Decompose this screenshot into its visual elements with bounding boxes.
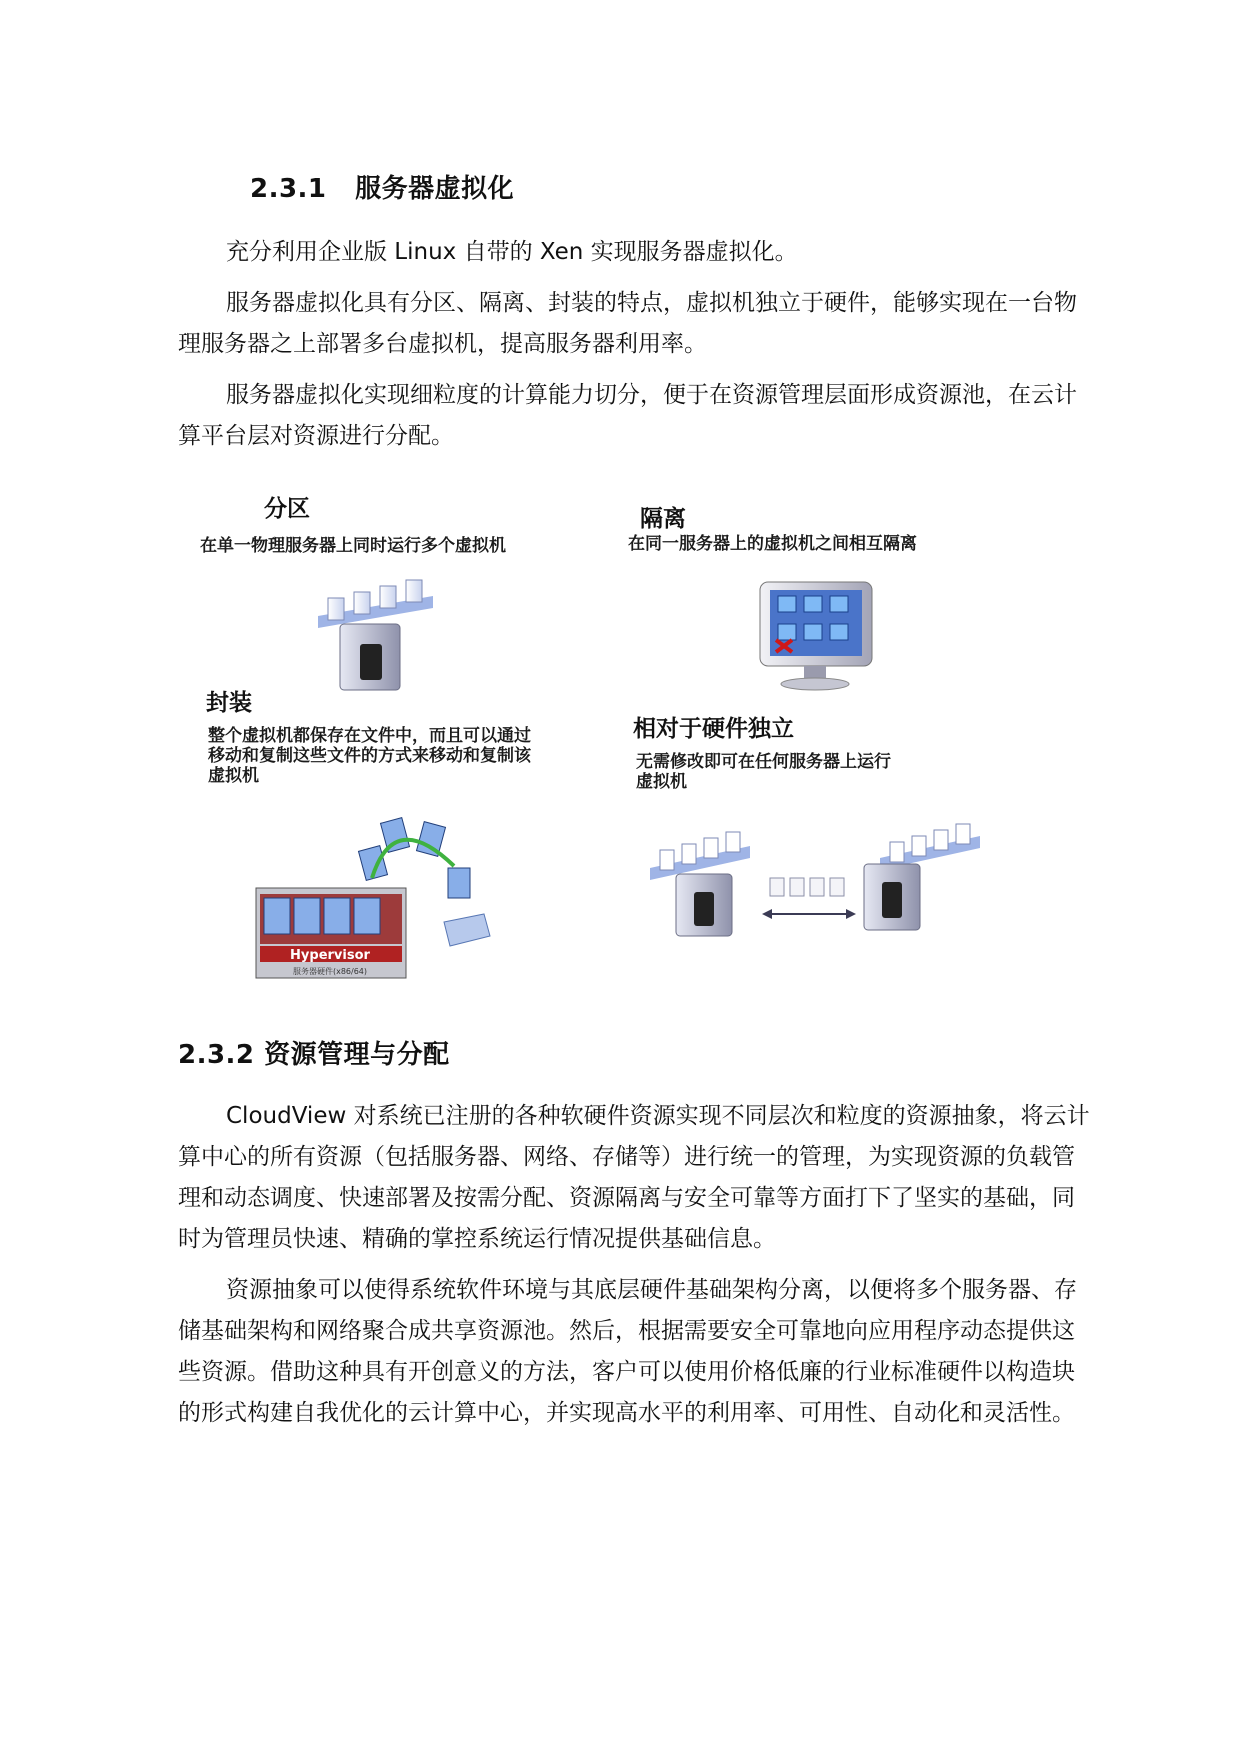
isolation-description: 在同一服务器上的虚拟机之间相互隔离 [628, 534, 917, 554]
encapsulation-title: 封装 [206, 690, 252, 716]
paragraph: 充分利用企业版 Linux 自带的 Xen 实现服务器虚拟化。 [226, 239, 798, 265]
independence-description: 无需修改即可在任何服务器上运行虚拟机 [636, 752, 891, 792]
isolation-monitor-icon [758, 580, 878, 692]
isolation-title: 隔离 [640, 506, 686, 532]
section-heading-2-3-1: 2.3.1 服务器虚拟化 [250, 174, 515, 204]
independence-title: 相对于硬件独立 [633, 716, 794, 742]
encapsulation-description: 整个虚拟机都保存在文件中，而且可以通过移动和复制这些文件的方式来移动和复制该虚拟机 [208, 726, 531, 786]
partition-description: 在单一物理服务器上同时运行多个虚拟机 [200, 536, 506, 556]
hardware-label: 服务器硬件(x86/64) [292, 967, 368, 976]
section-1-body [178, 232, 1090, 457]
paragraph: 服务器虚拟化实现细粒度的计算能力切分，便于在资源管理层面形成资源池，在云计算平台层对资源进行分配。 [178, 382, 1077, 449]
independence-migration-icon [650, 822, 990, 942]
section-2-body [178, 1096, 1090, 1434]
hypervisor-label: Hypervisor [290, 948, 370, 963]
partition-server-icon [298, 576, 448, 696]
virtualization-features-figure [178, 488, 1058, 988]
partition-title: 分区 [264, 496, 310, 522]
paragraph: 服务器虚拟化具有分区、隔离、封装的特点，虚拟机独立于硬件，能够实现在一台物理服务器之上部署多台虚拟机，提高服务器利用率。 [178, 290, 1077, 357]
encapsulation-hypervisor-icon [254, 818, 504, 988]
paragraph: CloudView 对系统已注册的各种软硬件资源实现不同层次和粒度的资源抽象，将云计算中心的所有资源（包括服务器、网络、存储等）进行统一的管理，为实现资源的负载管理和动态调度、快速部署及按需分配、资源隔离与安全可靠等方面打下了坚实的基础，同时为管理员快速、精确的掌控系统运行情况提供基础信息。 [178, 1103, 1090, 1252]
section-heading-2-3-2: 2.3.2 资源管理与分配 [178, 1040, 450, 1070]
paragraph: 资源抽象可以使得系统软件环境与其底层硬件基础架构分离，以便将多个服务器、存储基础架构和网络聚合成共享资源池。然后，根据需要安全可靠地向应用程序动态提供这些资源。借助这种具有开创意义的方法，客户可以使用价格低廉的行业标准硬件以构造块的形式构建自我优化的云计算中心，并实现高水平的利用率、可用性、自动化和灵活性。 [178, 1277, 1077, 1426]
